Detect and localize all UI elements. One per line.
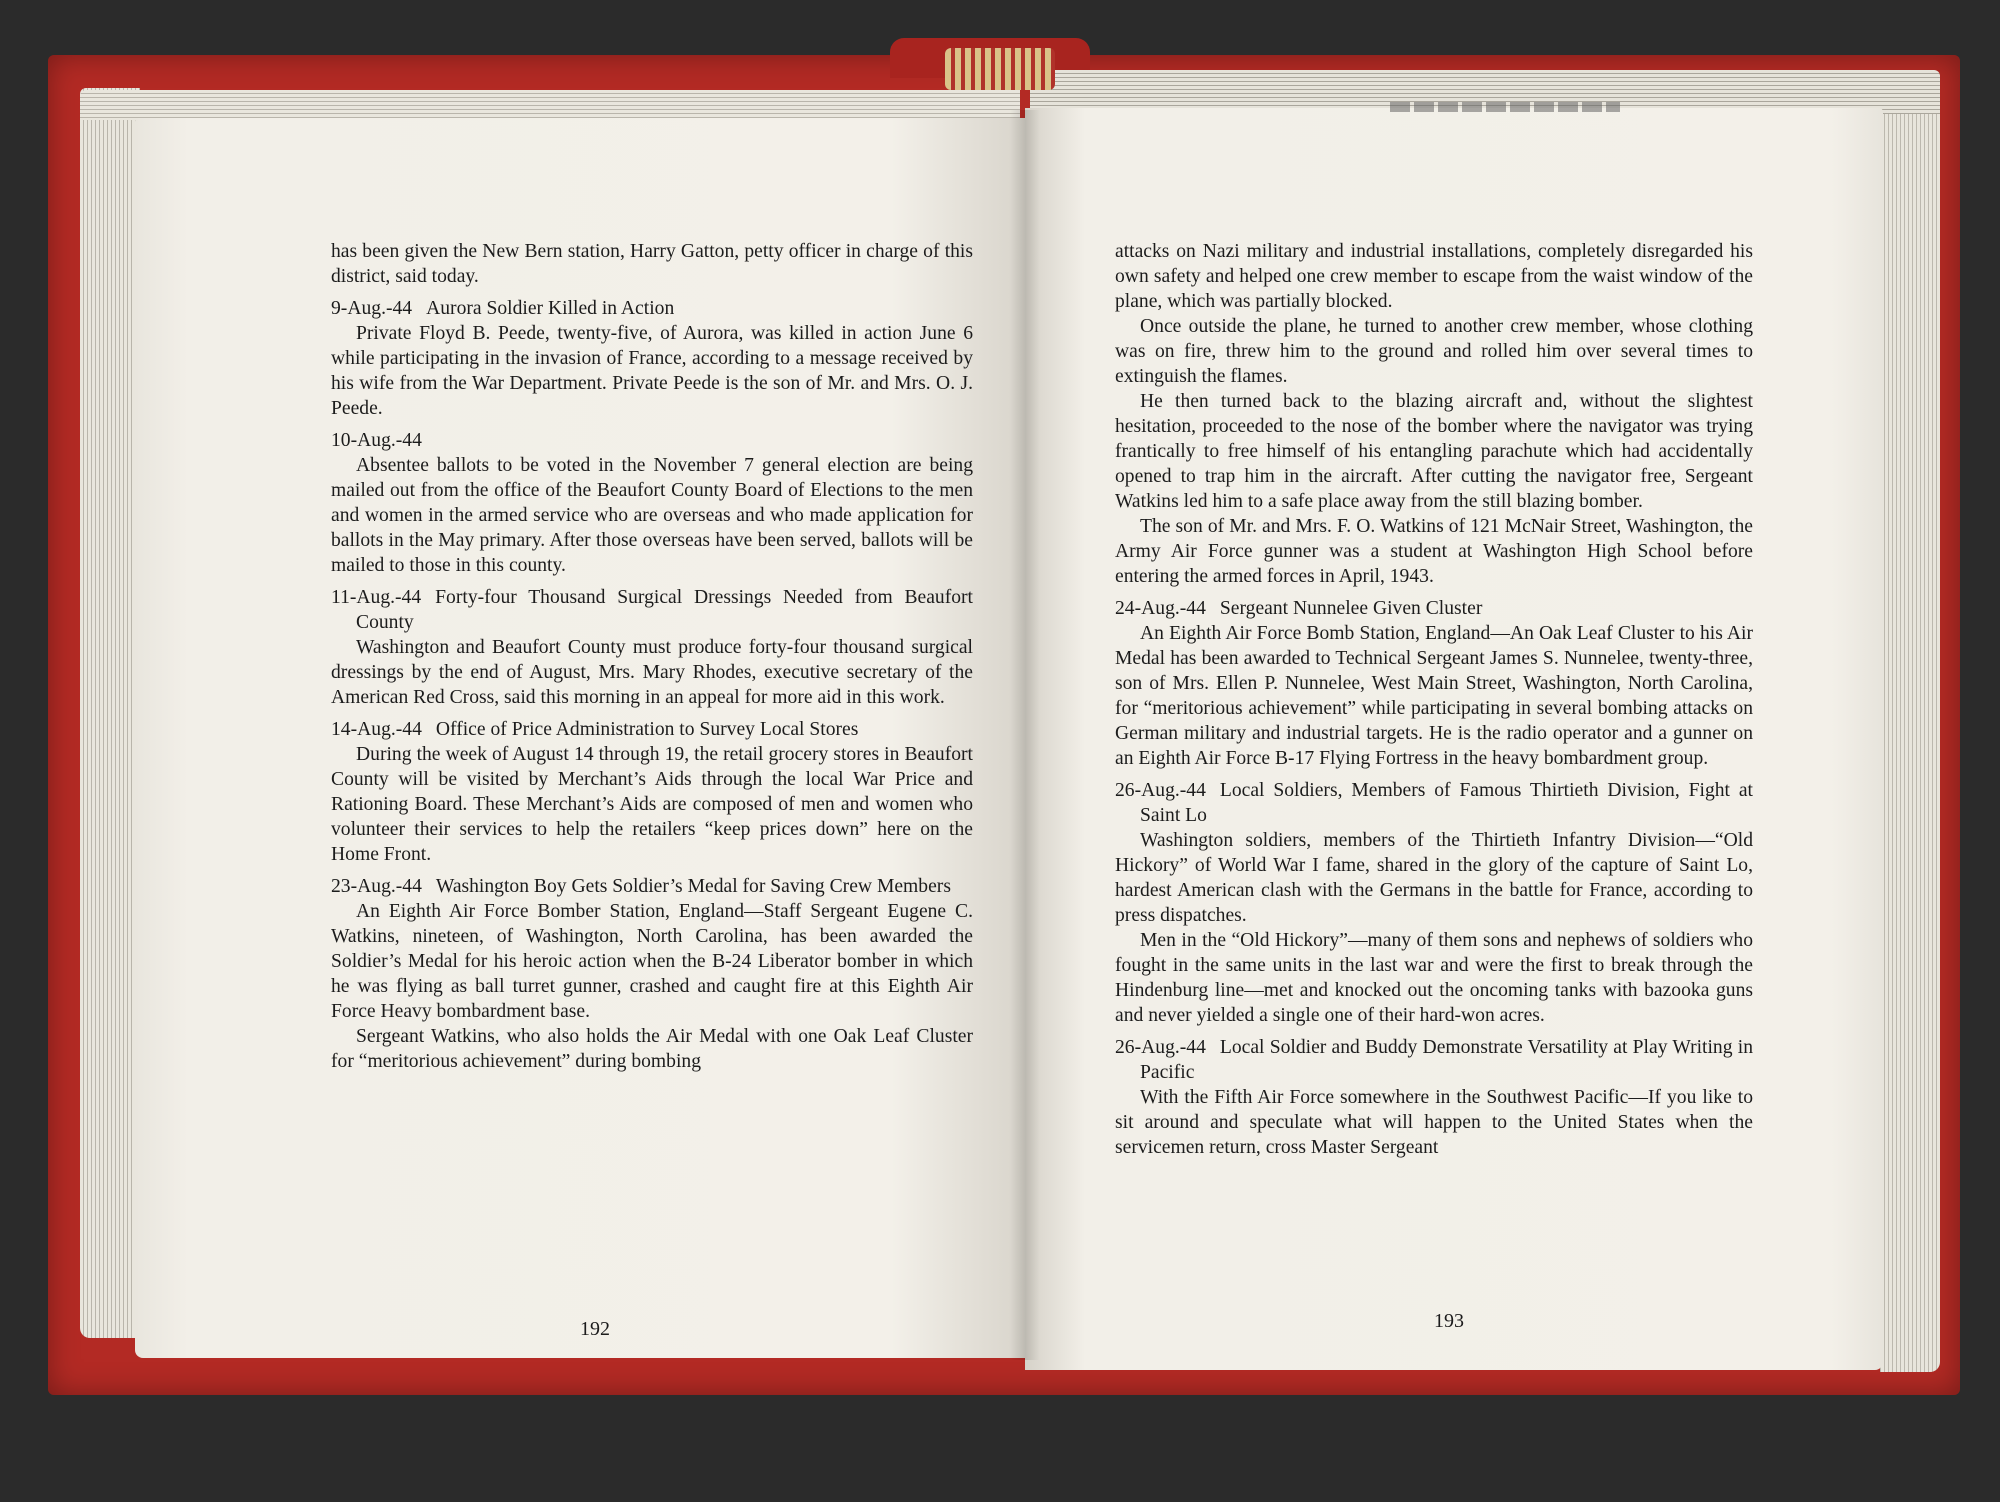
left-page-edges — [80, 88, 140, 1338]
page-number-right: 193 — [1434, 1310, 1464, 1332]
paragraph: attacks on Nazi military and industrial installations, completely disregarded his own safety and helped one crew member to escape from the waist window of the plane, which was partially blocked. — [1115, 241, 1753, 312]
entry-date: 11-Aug.-44 — [331, 587, 422, 608]
paragraph: During the week of August 14 through 19, the retail grocery stores in Beaufort County will be visited by Merchant’s Aids through the local War Price and Rationing Board. These Merchant’s Aids are composed of men and women who volunteer their services to help the retailers “keep prices down” here on the Home Front. — [331, 744, 973, 865]
entry-date: 10-Aug.-44 — [331, 430, 422, 451]
right-page-text — [1115, 239, 1753, 1160]
left-page-text — [331, 239, 973, 1074]
paragraph: has been given the New Bern station, Harry Gatton, petty officer in charge of this district, said today. — [331, 241, 973, 287]
entry-heading — [331, 428, 973, 453]
left-top-page-edges — [80, 90, 1020, 120]
book-gutter — [1010, 110, 1040, 1360]
right-page-edges — [1880, 82, 1940, 1372]
entry-heading — [331, 585, 973, 635]
paragraph: The son of Mr. and Mrs. F. O. Watkins of 121 McNair Street, Washington, the Army Air Force gunner was a student at Washington High School before entering the armed forces in April, 1943. — [1115, 516, 1753, 587]
paragraph: He then turned back to the blazing aircraft and, without the slightest hesitation, proceeded to the nose of the bomber where the navigator was trying frantically to free himself of his entangling parachute which had accidentally opened to trap him in the aircraft. After cutting the navigator free, Sergeant Watkins led him to a safe place away from the still blazing bomber. — [1115, 391, 1753, 512]
left-page — [135, 118, 1025, 1358]
paragraph: An Eighth Air Force Bomber Station, England—Staff Sergeant Eugene C. Watkins, nineteen, of Washington, North Carolina, has been awarded the Soldier’s Medal for his heroic action when the B-24 Liberator bomber in which he was flying as ball turret gunner, crashed and caught fire at this Eighth Air Force Heavy bombardment base. — [331, 901, 973, 1022]
entry-heading — [1115, 596, 1753, 621]
paragraph: With the Fifth Air Force somewhere in the Southwest Pacific—If you like to sit around and speculate what will happen to the United States when the servicemen return, cross Master Sergeant — [1115, 1087, 1753, 1158]
entry-heading — [1115, 778, 1753, 828]
entry-title: Sergeant Nunnelee Given Cluster — [1219, 598, 1483, 619]
entry-heading — [331, 874, 973, 899]
page-top-print-bleed — [1390, 102, 1620, 112]
paragraph: Washington and Beaufort County must produce forty-four thousand surgical dressings by the end of August, Mrs. Mary Rhodes, executive secretary of the American Red Cross, said this morning in an appeal for more aid in this work. — [331, 637, 973, 708]
entry-title: Local Soldiers, Members of Famous Thirtieth Division, Fight at Saint Lo — [1140, 780, 1753, 826]
right-page — [1025, 108, 1883, 1370]
entry-title: Local Soldier and Buddy Demonstrate Versatility at Play Writing in Pacific — [1140, 1037, 1753, 1083]
entry-title: Aurora Soldier Killed in Action — [426, 298, 675, 319]
entry-date: 26-Aug.-44 — [1115, 1037, 1206, 1058]
entry-title: Office of Price Administration to Survey Local Stores — [435, 719, 859, 740]
entry-date: 26-Aug.-44 — [1115, 780, 1206, 801]
entry-title: Forty-four Thousand Surgical Dressings Needed from Beaufort County — [356, 587, 973, 633]
ribbon-bookmark — [945, 48, 1055, 90]
entry-heading — [1115, 1035, 1753, 1085]
entry-date: 14-Aug.-44 — [331, 719, 422, 740]
entry-date: 23-Aug.-44 — [331, 876, 422, 897]
paragraph: Washington soldiers, members of the Thirtieth Infantry Division—“Old Hickory” of World War I fame, shared in the glory of the capture of Saint Lo, hardest American clash with the Germans in the battle for France, according to press dispatches. — [1115, 830, 1753, 926]
paragraph: Private Floyd B. Peede, twenty-five, of Aurora, was killed in action June 6 while participating in the invasion of France, according to a message received by his wife from the War Department. Private Peede is the son of Mr. and Mrs. O. J. Peede. — [331, 323, 973, 419]
entry-date: 9-Aug.-44 — [331, 298, 413, 319]
entry-heading — [331, 296, 973, 321]
entry-title: Washington Boy Gets Soldier’s Medal for Saving Crew Members — [435, 876, 951, 897]
paragraph: Men in the “Old Hickory”—many of them sons and nephews of soldiers who fought in the same units in the last war and were the first to break through the Hindenburg line—met and knocked out the oncoming tanks with bazooka guns and never yielded a single one of their hard-won acres. — [1115, 930, 1753, 1026]
paragraph: Once outside the plane, he turned to another crew member, whose clothing was on fire, threw him to the ground and rolled him over several times to extinguish the flames. — [1115, 316, 1753, 387]
paragraph: Sergeant Watkins, who also holds the Air Medal with one Oak Leaf Cluster for “meritorious achievement” during bombing — [331, 1026, 973, 1072]
paragraph: Absentee ballots to be voted in the November 7 general election are being mailed out from the office of the Beaufort County Board of Elections to the men and women in the armed service who are overseas and who made application for ballots in the May primary. After those overseas have been served, ballots will be mailed to those in this county. — [331, 455, 973, 576]
entry-heading — [331, 717, 973, 742]
page-number-left: 192 — [580, 1318, 610, 1340]
paragraph: An Eighth Air Force Bomb Station, England—An Oak Leaf Cluster to his Air Medal has been awarded to Technical Sergeant James S. Nunnelee, twenty-three, son of Mrs. Ellen P. Nunnelee, West Main Street, Washington, North Carolina, for “meritorious achievement” while participating in several bombing attacks on German military and industrial targets. He is the radio operator and a gunner on an Eighth Air Force B-17 Flying Fortress in the heavy bombardment group. — [1115, 623, 1753, 769]
entry-date: 24-Aug.-44 — [1115, 598, 1206, 619]
